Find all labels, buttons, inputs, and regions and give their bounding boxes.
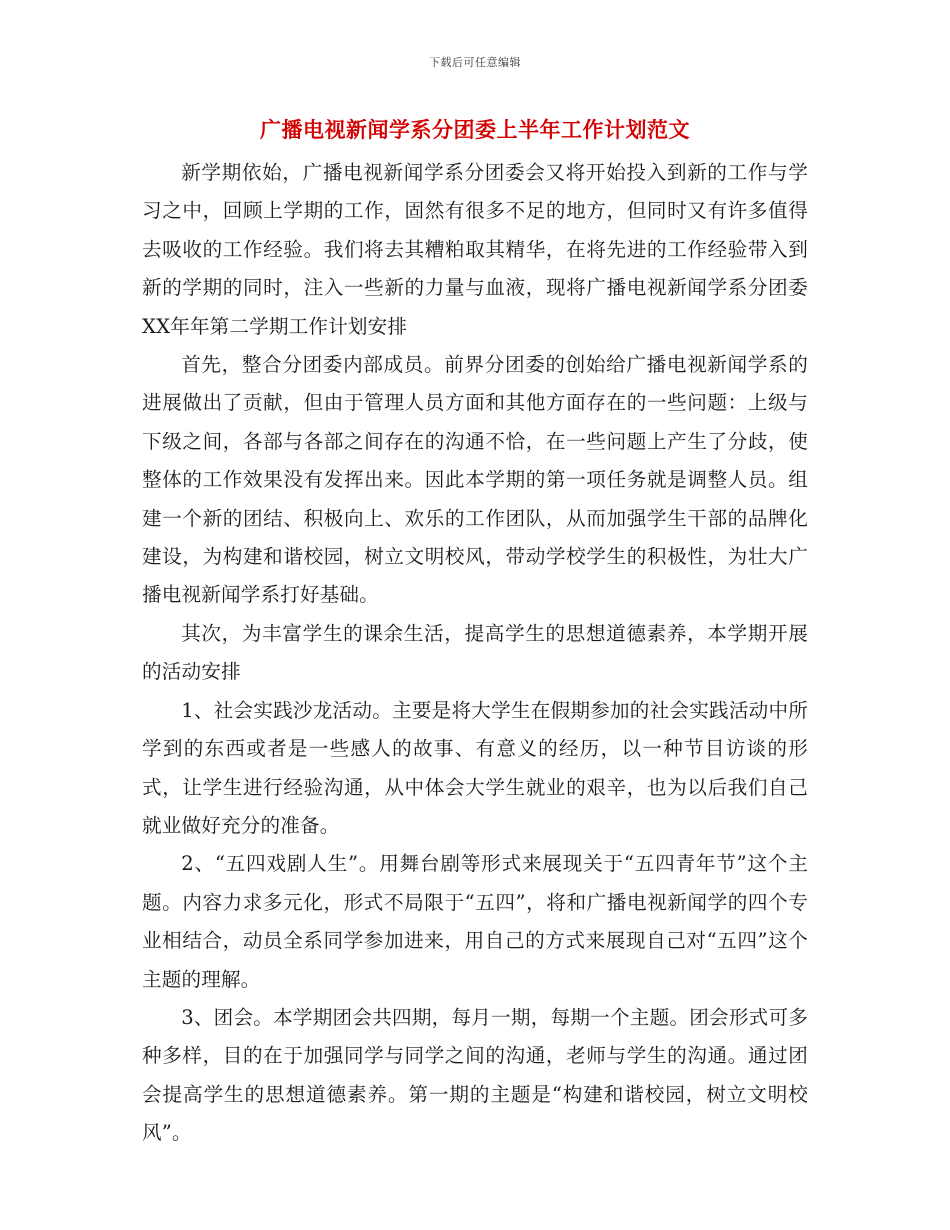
document-body	[142, 154, 808, 1153]
paragraph-intro: 新学期依始，广播电视新闻学系分团委会又将开始投入到新的工作与学习之中，回顾上学期的工作，固然有很多不足的地方，但同时又有许多值得去吸收的工作经验。我们将去其糟粕取其精华，在将先进的工作经验带入到新的学期的同时，注入一些新的力量与血液，现将广播电视新闻学系分团委XX年年第二学期工作计划安排	[142, 161, 808, 338]
header-note: 下载后可任意编辑	[429, 56, 521, 69]
document-title: 广播电视新闻学系分团委上半年工作计划范文	[260, 117, 690, 142]
paragraph-second: 其次，为丰富学生的课余生活，提高学生的思想道德素养，本学期开展的活动安排	[142, 621, 808, 684]
paragraph-item-2: 2、“五四戏剧人生”。用舞台剧等形式来展现关于“五四青年节”这个主题。内容力求多元化，形式不局限于“五四”，将和广播电视新闻学的四个专业相结合，动员全系同学参加进来，用自己的方式来展现自己对“五四”这个主题的理解。	[142, 852, 808, 991]
paragraph-item-3: 3、团会。本学期团会共四期，每月一期，每期一个主题。团会形式可多种多样，目的在于加强同学与同学之间的沟通，老师与学生的沟通。通过团会提高学生的思想道德素养。第一期的主题是“构建和谐校园，树立文明校风”。	[142, 1005, 808, 1145]
paragraph-item-1: 1、社会实践沙龙活动。主要是将大学生在假期参加的社会实践活动中所学到的东西或者是一些感人的故事、有意义的经历，以一种节目访谈的形式，让学生进行经验沟通，从中体会大学生就业的艰辛，也为以后我们自己就业做好充分的准备。	[142, 698, 808, 837]
paragraph-first: 首先，整合分团委内部成员。前界分团委的创始给广播电视新闻学系的进展做出了贡献，但由于管理人员方面和其他方面存在的一些问题：上级与下级之间，各部与各部之间存在的沟通不恰，在一些问题上产生了分歧，使整体的工作效果没有发挥出来。因此本学期的第一项任务就是调整人员。组建一个新的团结、积极向上、欢乐的工作团队，从而加强学生干部的品牌化建设，为构建和谐校园，树立文明校风，带动学校学生的积极性，为壮大广播电视新闻学系打好基础。	[142, 353, 808, 607]
